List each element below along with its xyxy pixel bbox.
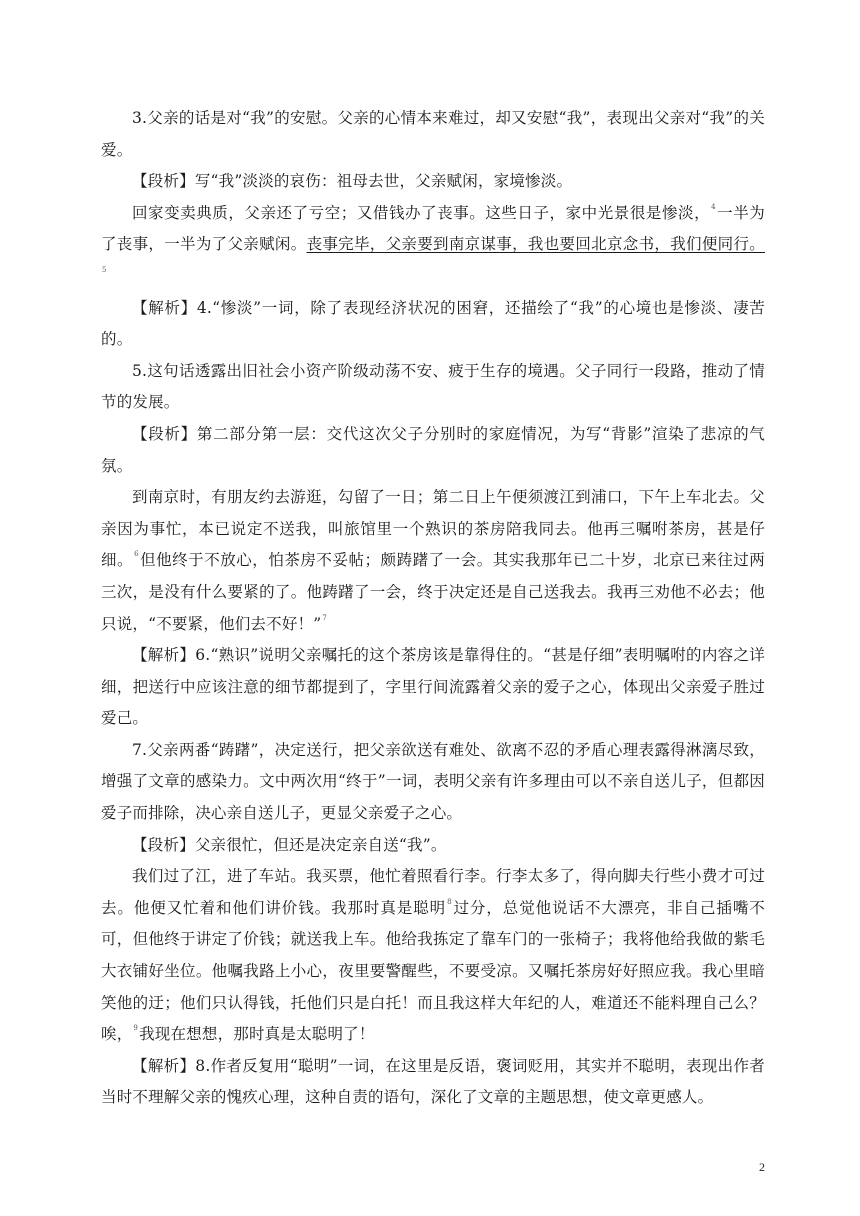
text-segment: 回家变卖典质，父亲还了亏空；又借钱办了丧事。这些日子，家中光景很是惨淡， xyxy=(132,203,711,222)
analysis-paragraph-3 xyxy=(101,103,765,166)
text-segment: 到南京时，有朋友约去游逛，勾留了一日；第二日上午便须渡江到浦口，下午上车北去。父亲因为事忙，本已说定不送我，叫旅馆里一个熟识的茶房陪我同去。他再三嘱咐茶房，甚是仔细。 xyxy=(101,488,765,570)
footnote-marker-8: 8 xyxy=(447,897,452,906)
analysis-text: 5.这句话透露出旧社会小资产阶级动荡不安、疲于生存的境遇。父子同行一段路，推动了情节的发展。 xyxy=(101,361,765,412)
section-analysis-text: 写“我”淡淡的哀伤：祖母去世，父亲赋闲，家境惨淡。 xyxy=(194,172,573,191)
analysis-paragraph-4 xyxy=(101,293,765,356)
section-analysis-2 xyxy=(101,419,765,482)
text-paragraph-2 xyxy=(101,482,765,640)
text-segment: 我们过了江，进了车站。我买票，他忙着照看行李。行李太多了，得向脚夫行些小费才可过去。他便又忙着和他们讲价钱。我那时真是聪明 xyxy=(101,867,765,917)
footnote-marker-5: 5 xyxy=(102,265,107,274)
text-segment: 过分，总觉他说话不大漂亮，非自己插嘴不可，但他终于讲定了价钱；就送我上车。他给我拣定了靠车门的一张椅子；我将他给我做的紫毛大衣铺好坐位。他嘱我路上小心，夜里要警醒些，不要受凉。又嘱托茶房好好照应我。我心里暗笑他的迂；他们只认得钱，托他们只是白托！而且我这样大年纪的人，难道还不能料理自己么？唉， xyxy=(101,898,765,1044)
analysis-paragraph-5 xyxy=(101,356,765,419)
text-paragraph-1 xyxy=(101,198,765,293)
analysis-label: 【解析】 xyxy=(132,298,197,317)
section-analysis-text: 父亲很忙，但还是决定亲自送“我”。 xyxy=(194,835,447,854)
footnote-marker-7: 7 xyxy=(322,613,328,622)
footnote-marker-4: 4 xyxy=(711,202,716,211)
analysis-paragraph-7 xyxy=(101,735,765,830)
underlined-sentence: 丧事完毕，父亲要到南京谋事，我也要回北京念书，我们便同行。 xyxy=(306,235,765,254)
analysis-text: 8.作者反复用“聪明”一词，在这里是反语，褒词贬用，其实并不聪明，表现出作者当时不理解父亲的愧疚心理，这种自责的语句，深化了文章的主题思想，使文章更感人。 xyxy=(101,1056,765,1107)
analysis-paragraph-8 xyxy=(101,1051,765,1114)
section-analysis-label: 【段析】 xyxy=(132,172,195,191)
section-analysis-3 xyxy=(101,830,765,862)
section-analysis-1 xyxy=(101,166,765,198)
footnote-marker-9: 9 xyxy=(133,1024,139,1033)
analysis-label: 【解析】 xyxy=(132,646,196,665)
analysis-text: 3.父亲的话是对“我”的安慰。父亲的心情本来难过，却又安慰“我”，表现出父亲对“我”的关爱。 xyxy=(101,109,765,159)
text-segment: 但他终于不放心，怕茶房不妥帖；颇踌躇了一会。其实我那年已二十岁，北京已来往过两三次，是没有什么要紧的了。他踌躇了一会，终于决定还是自己送我去。我再三劝他不必去；他只说，“不要紧，他们去不好！” xyxy=(101,551,765,633)
page-number: 2 xyxy=(759,1160,765,1174)
analysis-text: 7.父亲两番“踌躇”，决定送行，把父亲欲送有难处、欲离不忍的矛盾心理表露得淋漓尽致，增强了文章的感染力。文中两次用“终于”一词，表明父亲有许多理由可以不亲自送儿子，但都因爱子而排除，决心亲自送儿子，更显父亲爱子之心。 xyxy=(101,740,765,823)
text-segment: 一半为了丧事，一半为了父亲赋闲。 xyxy=(101,203,765,254)
analysis-paragraph-6 xyxy=(101,640,765,735)
text-paragraph-3 xyxy=(101,861,765,1051)
analysis-label: 【解析】 xyxy=(132,1056,196,1075)
section-analysis-label: 【段析】 xyxy=(132,424,197,443)
text-segment: 我现在想想，那时真是太聪明了！ xyxy=(139,1025,375,1044)
document-body xyxy=(101,103,765,1114)
footnote-marker-6: 6 xyxy=(134,550,139,559)
analysis-text: 4.“惨淡”一词，除了表现经济状况的困窘，还描绘了“我”的心境也是惨淡、凄苦的。 xyxy=(101,298,765,349)
section-analysis-text: 第二部分第一层：交代这次父子分别时的家庭情况，为写“背影”渲染了悲凉的气氛。 xyxy=(101,424,765,475)
section-analysis-label: 【段析】 xyxy=(132,835,195,854)
analysis-text: 6.“熟识”说明父亲嘱托的这个茶房该是靠得住的。“甚是仔细”表明嘱咐的内容之详细，把送行中应该注意的细节都提到了，字里行间流露着父亲的爱子之心，体现出父亲爱子胜过爱己。 xyxy=(101,646,765,728)
